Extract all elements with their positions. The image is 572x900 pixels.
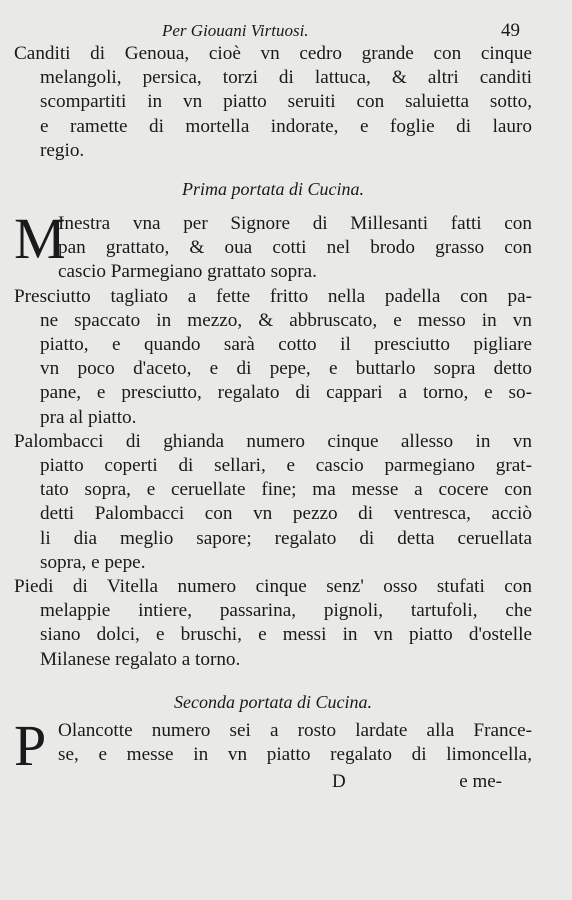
running-title: Per Giouani Virtuosi. (162, 21, 309, 40)
text-line: Olancotte numero sei a rosto lardate alla France- (58, 719, 532, 741)
paragraph-piedi-vitella (14, 575, 532, 672)
text-line: Palombacci di ghianda numero cinque allesso in vn (14, 430, 532, 452)
text-line: scompartiti in vn piatto seruiti con saluietta sotto, (40, 91, 532, 113)
text-line: Canditi di Genoua, cioè vn cedro grande con cinque (14, 43, 532, 64)
paragraph-polancotte (14, 712, 532, 778)
text-line: pra al piatto. (40, 406, 137, 428)
page-number: 49 (501, 20, 520, 41)
page-footer (14, 771, 532, 795)
text-line: se, e messe in vn piatto regalato di limoncella, (58, 744, 532, 766)
text-line: vn poco d'aceto, e di pepe, e buttarlo sopra detto (40, 358, 532, 380)
text-line: siano dolci, e bruschi, e messi in vn piatto d'ostelle (40, 624, 532, 646)
catchword: e me- (459, 771, 502, 793)
intro-paragraph (14, 42, 532, 163)
drop-capital: M (14, 206, 66, 272)
paragraph-minestra (14, 206, 532, 285)
text-line: Piedi di Vitella numero cinque senz' osso stufati con (14, 576, 532, 598)
text-line: Presciutto tagliato a fette fritto nella padella con pa- (14, 285, 532, 307)
text-line: regio. (40, 139, 85, 161)
text-line: piatto, e quando sarà cotto il presciutto pigliare (40, 334, 532, 356)
text-line: piatto coperti di sellari, e cascio parmegiano grat- (40, 455, 532, 477)
text-line: li dia meglio sapore; regalato di detta ceruellata (40, 527, 532, 549)
text-line: cascio Parmegiano grattato sopra. (58, 261, 317, 283)
section-heading-seconda: Seconda portata di Cucina. (174, 691, 372, 712)
text-line: pane, e presciutto, regalato di cappari a torno, e so- (40, 382, 532, 404)
text-line: tato sopra, e ceruellate fine; ma messe a cocere con (40, 479, 532, 501)
drop-capital: P (14, 712, 47, 778)
text-line: ne spaccato in mezzo, & abbruscato, e messo in vn (40, 309, 532, 331)
text-line: melappie intiere, passarina, pignoli, tartufoli, che (40, 600, 532, 622)
text-line: Milanese regalato a torno. (40, 648, 241, 670)
paragraph-presciutto (14, 285, 532, 430)
text-line: e ramette di mortella indorate, e foglie di lauro (40, 115, 532, 137)
page-text-block (14, 20, 532, 795)
text-line: pan grattato, & oua cotti nel brodo grasso con (58, 237, 532, 259)
section-heading-prima: Prima portata di Cucina. (181, 179, 364, 200)
running-head (14, 20, 532, 42)
text-line: Inestra vna per Signore di Millesanti fatti con (58, 213, 532, 235)
signature-mark: D (332, 771, 346, 793)
text-line: melangoli, persica, torzi di lattuca, & altri canditi (40, 67, 532, 89)
text-line: detti Palombacci con vn pezzo di ventresca, acciò (40, 503, 532, 525)
paragraph-palombacci (14, 430, 532, 575)
text-line: sopra, e pepe. (40, 551, 146, 573)
